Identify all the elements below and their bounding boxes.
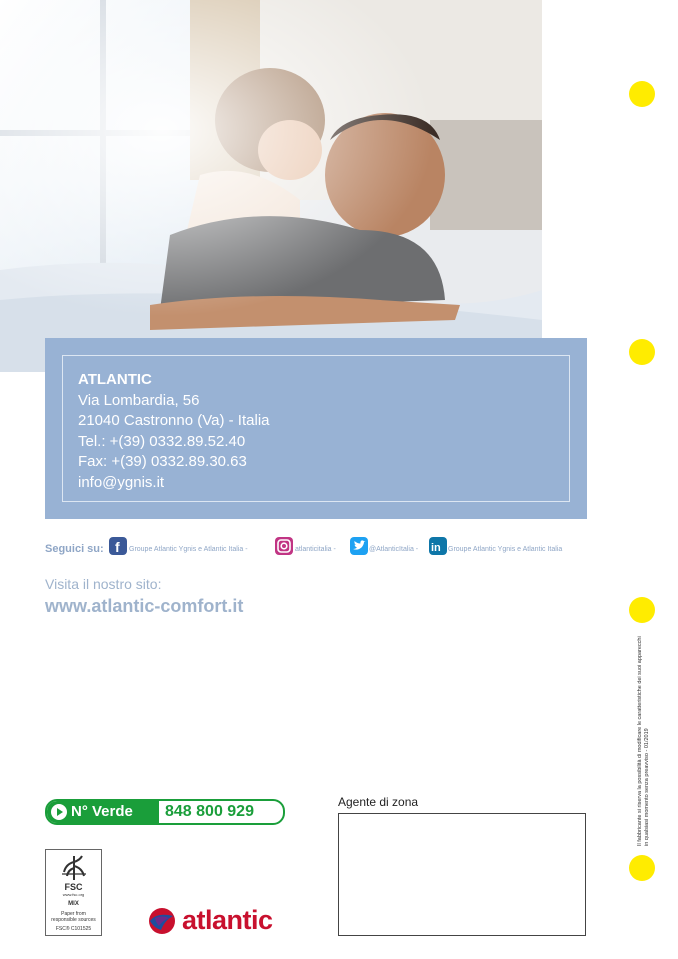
fsc-source: responsible sources (51, 917, 96, 923)
atlantic-swirl-icon (147, 906, 179, 936)
phone-number: Tel.: +(39) 0332.89.52.40 (78, 432, 246, 450)
fsc-logo (45, 849, 102, 936)
twitter-icon[interactable] (350, 537, 368, 555)
instagram-icon[interactable] (275, 537, 293, 555)
address-street: Via Lombardia, 56 (78, 391, 200, 409)
binding-dot (629, 597, 655, 623)
social-label: Seguici su: (45, 543, 104, 555)
svg-text:f: f (115, 539, 120, 555)
fsc-code: FSC® C101525 (55, 926, 92, 932)
company-name: ATLANTIC (78, 371, 152, 388)
binding-dot (629, 339, 655, 365)
agente-label: Agente di zona (338, 795, 419, 809)
fsc-paper: Paper from (61, 911, 86, 917)
address-panel (45, 338, 587, 519)
binding-dot (629, 855, 655, 881)
fax-number: Fax: +(39) 0332.89.30.63 (78, 453, 247, 470)
fsc-tree-icon (57, 854, 91, 882)
address-block (78, 370, 270, 493)
numero-verde-label-area (47, 801, 159, 823)
facebook-icon[interactable] (109, 537, 127, 555)
social-links (45, 536, 605, 560)
binding-dot (629, 81, 655, 107)
play-arrow-icon (51, 804, 67, 820)
instagram-link[interactable]: atlanticitalia - (295, 546, 336, 553)
fsc-site: www.fsc.org (62, 892, 85, 897)
website-url[interactable]: www.atlantic-comfort.it (45, 596, 244, 616)
website-prompt: Visita il nostro sito: (45, 576, 162, 592)
atlantic-logo (147, 906, 307, 936)
twitter-link[interactable]: @AtlanticItalia - (369, 546, 419, 553)
linkedin-icon[interactable] (429, 537, 447, 555)
address-city: 21040 Castronno (Va) - Italia (78, 412, 270, 429)
fsc-brand: FSC (64, 882, 83, 892)
email-address[interactable]: info@ygnis.it (78, 473, 165, 491)
facebook-link[interactable]: Groupe Atlantic Ygnis e Atlantic Italia - (129, 546, 248, 553)
hero-photo (0, 0, 542, 372)
agente-stamp-box (338, 813, 586, 936)
atlantic-wordmark: atlantic (182, 905, 273, 935)
numero-verde-label: N° Verde (71, 803, 133, 820)
svg-text:in: in (431, 542, 441, 554)
photo-illustration (0, 0, 542, 372)
numero-verde-badge[interactable] (45, 799, 285, 825)
disclaimer (637, 636, 651, 846)
numero-verde-number[interactable]: 848 800 929 (165, 803, 254, 820)
linkedin-link[interactable]: Groupe Atlantic Ygnis e Atlantic Italia (448, 546, 563, 553)
fsc-mix: MIX (68, 901, 79, 907)
disclaimer-text: Il fabbricante si riserva la possibilità di modificare le caratteristiche dei suoi apparecchi in qualsiasi momento senza preavviso - 01/2019 (637, 636, 650, 846)
